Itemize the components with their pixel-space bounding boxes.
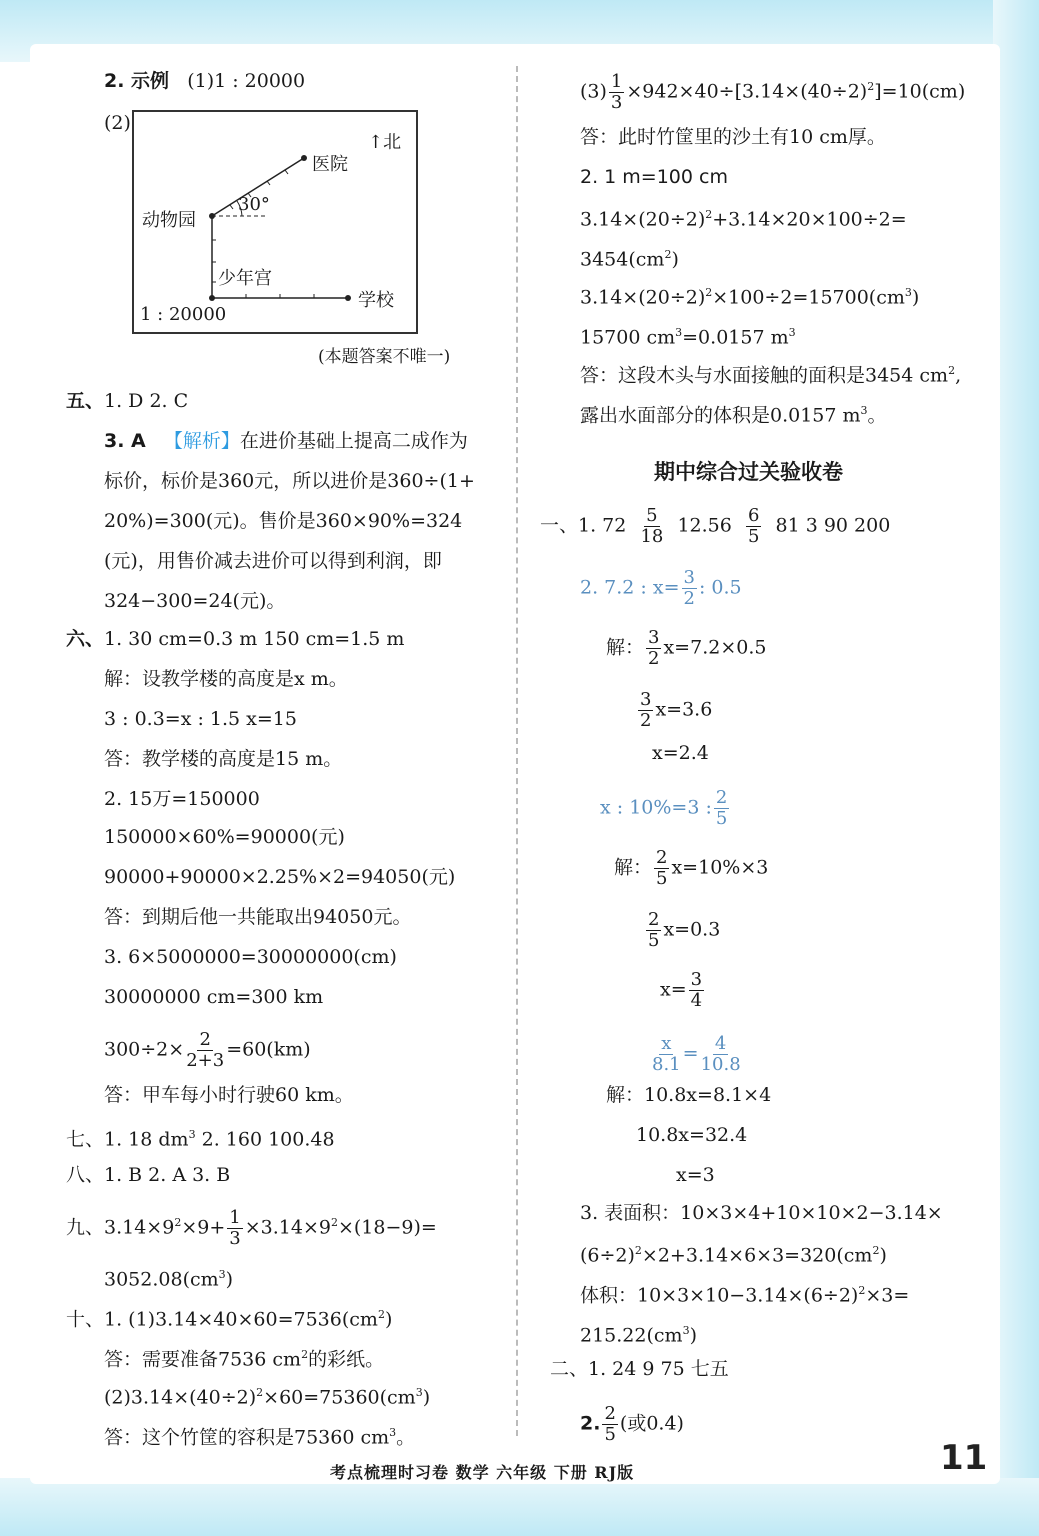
r7-b: =0.0157 m xyxy=(682,326,789,349)
q3-b2: ×2+3.14×6×3=320(cm xyxy=(641,1244,873,1267)
p3-eq: = xyxy=(682,1042,699,1065)
s6-line11 xyxy=(104,1030,311,1071)
numerator: 2 xyxy=(715,787,728,808)
s6-line12: 答：甲车每小时行驶60 km。 xyxy=(104,1084,354,1106)
s5-q3-line xyxy=(104,428,468,454)
section5-label: 五、 xyxy=(66,390,105,412)
answer-note: (本题答案不唯一) xyxy=(318,347,451,367)
s9-result: $3052.08(cm^3)$ xyxy=(104,1268,234,1291)
r1-c: ]=10(cm) xyxy=(874,80,966,103)
s6-line7: 90000+90000×2.25%×2=94050(元) xyxy=(104,866,456,888)
q2-part2-label: (2) xyxy=(104,112,131,134)
q3-b: (6÷2) xyxy=(580,1244,635,1267)
q3-c2: ×3= xyxy=(865,1284,910,1307)
r6-b: ×100÷2=15700(cm xyxy=(712,286,905,309)
map-north-label: ↑北 xyxy=(368,132,402,153)
s9-a: 九、3.14×9 xyxy=(66,1216,175,1239)
q3-line4: $215.22(cm^3)$ xyxy=(580,1324,697,1347)
s10-4: 答：这个竹筐的容积是75360 cm xyxy=(104,1426,390,1449)
s2b-a: 2. xyxy=(580,1412,601,1435)
numerator: 2 xyxy=(656,847,668,868)
fraction xyxy=(646,910,661,951)
denominator: 5 xyxy=(656,868,668,889)
denominator: 3 xyxy=(610,92,623,113)
eq2-b: x=3.6 xyxy=(655,698,713,721)
analysis-text-3: 20%)=300(元)。售价是360×90%=324 xyxy=(104,510,463,532)
section2-line: 二、1. 24 9 75 七五 xyxy=(550,1358,729,1380)
eq2 xyxy=(636,690,712,731)
analysis-text-4: (元)，用售价减去进价可以得到利润，即 xyxy=(104,550,442,572)
q1-a: 一、1. 72 xyxy=(540,514,627,537)
s10-2: 答：需要准备7536 cm xyxy=(104,1348,302,1371)
q2-line xyxy=(104,68,305,94)
numerator: x xyxy=(661,1033,672,1054)
eq8: 10.8x=32.4 xyxy=(636,1124,748,1146)
fraction xyxy=(701,1034,741,1075)
r1-b: ×942×40÷[3.14×(40÷2) xyxy=(626,80,868,103)
section5-answers: 1. D 2. C xyxy=(104,390,189,412)
eq1-a: 解： xyxy=(606,636,645,659)
map-zoo-label: 动物园 xyxy=(142,210,196,231)
eq6-a: x= xyxy=(660,978,687,1001)
numerator: 1 xyxy=(229,1207,241,1228)
page-number: 11 xyxy=(940,1438,988,1478)
numerator: 2 xyxy=(604,1403,616,1424)
denominator: 2 xyxy=(640,710,652,731)
fraction xyxy=(654,848,669,889)
q2-b: : 0.5 xyxy=(698,576,742,599)
r5-a: 3454(cm xyxy=(580,248,665,271)
eq6 xyxy=(660,970,706,1011)
numerator: 3 xyxy=(683,567,695,588)
denominator: 10.8 xyxy=(700,1054,741,1075)
q3-line1: 3. 表面积：10×3×4+10×10×2−3.14× xyxy=(580,1202,943,1224)
analysis-text-1: 在进价基础上提高二成作为 xyxy=(239,430,468,452)
eq3: x=2.4 xyxy=(652,742,709,764)
numerator: 2 xyxy=(648,909,660,930)
column-divider xyxy=(516,66,518,1436)
eq5-b: x=0.3 xyxy=(663,918,721,941)
map-angle-label: 30° xyxy=(238,194,270,215)
numerator: 4 xyxy=(714,1033,727,1054)
eq4 xyxy=(614,848,768,889)
numerator: 1 xyxy=(610,71,623,92)
numerator: 3 xyxy=(648,627,660,648)
section10-line4: 答：这个竹筐的容积是75360 $cm^3$。 xyxy=(104,1426,416,1449)
section2-q2 xyxy=(580,1404,684,1445)
r7-a: 15700 cm xyxy=(580,326,676,349)
denominator: 2+3 xyxy=(186,1050,225,1071)
denominator: 18 xyxy=(640,526,664,547)
q2-heading: 2. 示例 xyxy=(104,70,170,92)
s6-line11-b: =60(km) xyxy=(226,1038,311,1061)
fraction xyxy=(227,1208,242,1249)
p2-problem xyxy=(600,788,731,829)
r-line2: 答：此时竹筐里的沙土有10 cm厚。 xyxy=(580,126,886,148)
q3-line3: 体积：$10\times 3\times 10-3.14\times(6\div 2)^2\times 3=$ xyxy=(580,1284,910,1307)
fraction xyxy=(689,970,704,1011)
numerator: 3 xyxy=(640,689,652,710)
section6-label: 六、 xyxy=(66,628,105,650)
q2-part1: (1)1 : 20000 xyxy=(187,70,306,92)
q2-problem xyxy=(580,568,742,609)
r-line5: $3454(cm^2)$ xyxy=(580,248,679,271)
denominator: 5 xyxy=(747,526,760,547)
denominator: 3 xyxy=(229,1228,241,1249)
s9-f: 3052.08(cm xyxy=(104,1268,219,1291)
r4-b: +3.14×20×100÷2= xyxy=(712,208,907,231)
s10-3b: ×60=75360(cm xyxy=(263,1386,416,1409)
s6-line2: 解：设教学楼的高度是x m。 xyxy=(104,668,348,690)
analysis-text-5: 324−300=24(元)。 xyxy=(104,590,286,612)
r-line8: 答：这段木头与水面接触的面积是3454 $cm^2$, xyxy=(580,364,962,387)
q3-d: 215.22(cm xyxy=(580,1324,683,1347)
q2-a: 2. 7.2 : x= xyxy=(580,576,680,599)
r6-a: 3.14×(20÷2) xyxy=(580,286,706,309)
s9-b: ×9+ xyxy=(181,1216,226,1239)
q3-line2: $(6\div 2)^2\times 2+3.14\times 6\times 3=320(cm^2)$ xyxy=(580,1244,887,1267)
s6-line11-a: 300÷2× xyxy=(104,1038,185,1061)
fraction xyxy=(682,568,697,609)
fraction xyxy=(714,788,729,829)
map-hospital-label: 医院 xyxy=(312,154,348,175)
q1-c: 81 3 90 200 xyxy=(775,514,891,537)
fraction xyxy=(602,1404,617,1445)
s9-c: ×3.14×9 xyxy=(244,1216,331,1239)
s7-b: 2. 160 100.48 xyxy=(195,1128,335,1151)
s7-a: 七、1. 18 dm xyxy=(66,1128,189,1151)
r1-a: (3) xyxy=(580,80,607,103)
s6-line5: 2. 15万=150000 xyxy=(104,788,260,810)
fraction xyxy=(652,1034,681,1075)
eq9: x=3 xyxy=(676,1164,715,1186)
section9-line: 九、$3.14\times 9^2\times 9+$ $\frac{1}{3}$ $\times 3.14\times 9^2\times(18-9)=$ xyxy=(66,1207,437,1249)
r4-a: 3.14×(20÷2) xyxy=(580,208,706,231)
eq4-a: 解： xyxy=(614,856,653,879)
r8-a: 答：这段木头与水面接触的面积是3454 cm xyxy=(580,364,949,387)
q1-line xyxy=(540,506,890,547)
p3-problem xyxy=(650,1034,743,1075)
q3-c: 体积：10×3×10−3.14×(6÷2) xyxy=(580,1284,859,1307)
r-line7: 15700 $cm^3=0.0157$ $m^3$ xyxy=(580,326,796,349)
r-line9: 露出水面部分的体积是0.0157 $m^3$。 xyxy=(580,404,887,427)
analysis-tag: 【解析】 xyxy=(163,430,240,452)
fraction xyxy=(186,1030,224,1071)
section10-line2: 答：需要准备7536 $cm^2$的彩纸。 xyxy=(104,1348,385,1371)
r-line3: 2. 1 m=100 cm xyxy=(580,166,728,188)
map-figure xyxy=(132,110,418,334)
denominator: 4 xyxy=(690,990,703,1011)
eq4-b: x=10%×3 xyxy=(671,856,769,879)
section8-line: 八、1. B 2. A 3. B xyxy=(66,1164,231,1186)
s10-1: 十、1. (1)3.14×40×60=7536(cm xyxy=(66,1308,378,1331)
map-scale-label: 1 : 20000 xyxy=(140,304,227,325)
bottom-wave-border xyxy=(0,1478,1039,1536)
s5-q3-answer: 3. A xyxy=(104,430,146,452)
denominator: 5 xyxy=(604,1424,616,1445)
p2-a: x : 10%=3 : xyxy=(600,796,712,819)
r-line6: $3.14\times(20\div 2)^2\times 100\div 2=15700(cm^3)$ xyxy=(580,286,920,309)
analysis-text-2: 标价，标价是360元，所以进价是360÷(1+ xyxy=(104,470,475,492)
s6-line9: 3. 6×5000000=30000000(cm) xyxy=(104,946,397,968)
eq1 xyxy=(606,628,766,669)
denominator: 8.1 xyxy=(652,1054,681,1075)
eq1-b: x=7.2×0.5 xyxy=(663,636,767,659)
section5-line xyxy=(66,388,188,414)
fraction xyxy=(609,72,624,113)
fraction xyxy=(746,506,761,547)
section10-line1: 十、1. $(1)3.14\times 40\times 60=7536(cm^2)$ xyxy=(66,1308,393,1331)
section10-line3: $(2)3.14\times(40\div 2)^2\times 60=75360(cm^3)$ xyxy=(104,1386,431,1409)
s10-3: (2)3.14×(40÷2) xyxy=(104,1386,257,1409)
fraction xyxy=(638,690,653,731)
footer-text: 考点梳理时习卷 数学 六年级 下册 RJ版 xyxy=(330,1463,635,1482)
s6-line3: 3 : 0.3=x : 1.5 x=15 xyxy=(104,708,297,730)
s6-line6: 150000×60%=90000(元) xyxy=(104,826,345,848)
s2b-b: (或0.4) xyxy=(619,1412,684,1435)
denominator: 2 xyxy=(683,588,695,609)
section-title: 期中综合过关验收卷 xyxy=(654,460,843,484)
r-line1: (3) $\frac{1}{3}$ $\times 942\times 40\div[3.14\times(40\div 2)^2]=10(cm)$ xyxy=(580,71,966,113)
eq7: 解：10.8x=8.1×4 xyxy=(606,1084,772,1106)
r9-a: 露出水面部分的体积是0.0157 m xyxy=(580,404,861,427)
s9-e: ×(18−9)= xyxy=(337,1216,437,1239)
denominator: 5 xyxy=(648,930,660,951)
s6-line10: 30000000 cm=300 km xyxy=(104,986,324,1008)
denominator: 2 xyxy=(648,648,660,669)
numerator: 5 xyxy=(646,505,658,526)
r-line4: $3.14\times(20\div 2)^2+3.14\times 20\times 100\div 2=$ xyxy=(580,208,907,231)
section6-line xyxy=(66,626,404,652)
numerator: 6 xyxy=(747,505,760,526)
s6-line8: 答：到期后他一共能取出94050元。 xyxy=(104,906,412,928)
q1-b: 12.56 xyxy=(677,514,732,537)
s6-line4: 答：教学楼的高度是15 m。 xyxy=(104,748,343,770)
eq5 xyxy=(644,910,720,951)
fraction xyxy=(640,506,663,547)
s6-q1: 1. 30 cm=0.3 m 150 cm=1.5 m xyxy=(104,628,405,650)
numerator: 3 xyxy=(690,969,703,990)
map-school-label: 学校 xyxy=(358,290,394,311)
section7-line: 七、1. 18 $dm^3$ 2. 160 100.48 xyxy=(66,1128,335,1151)
s10-2b: 的彩纸。 xyxy=(308,1348,385,1371)
numerator: 2 xyxy=(199,1029,211,1050)
fraction xyxy=(646,628,661,669)
map-palace-label: 少年宫 xyxy=(218,268,272,289)
denominator: 5 xyxy=(715,808,728,829)
